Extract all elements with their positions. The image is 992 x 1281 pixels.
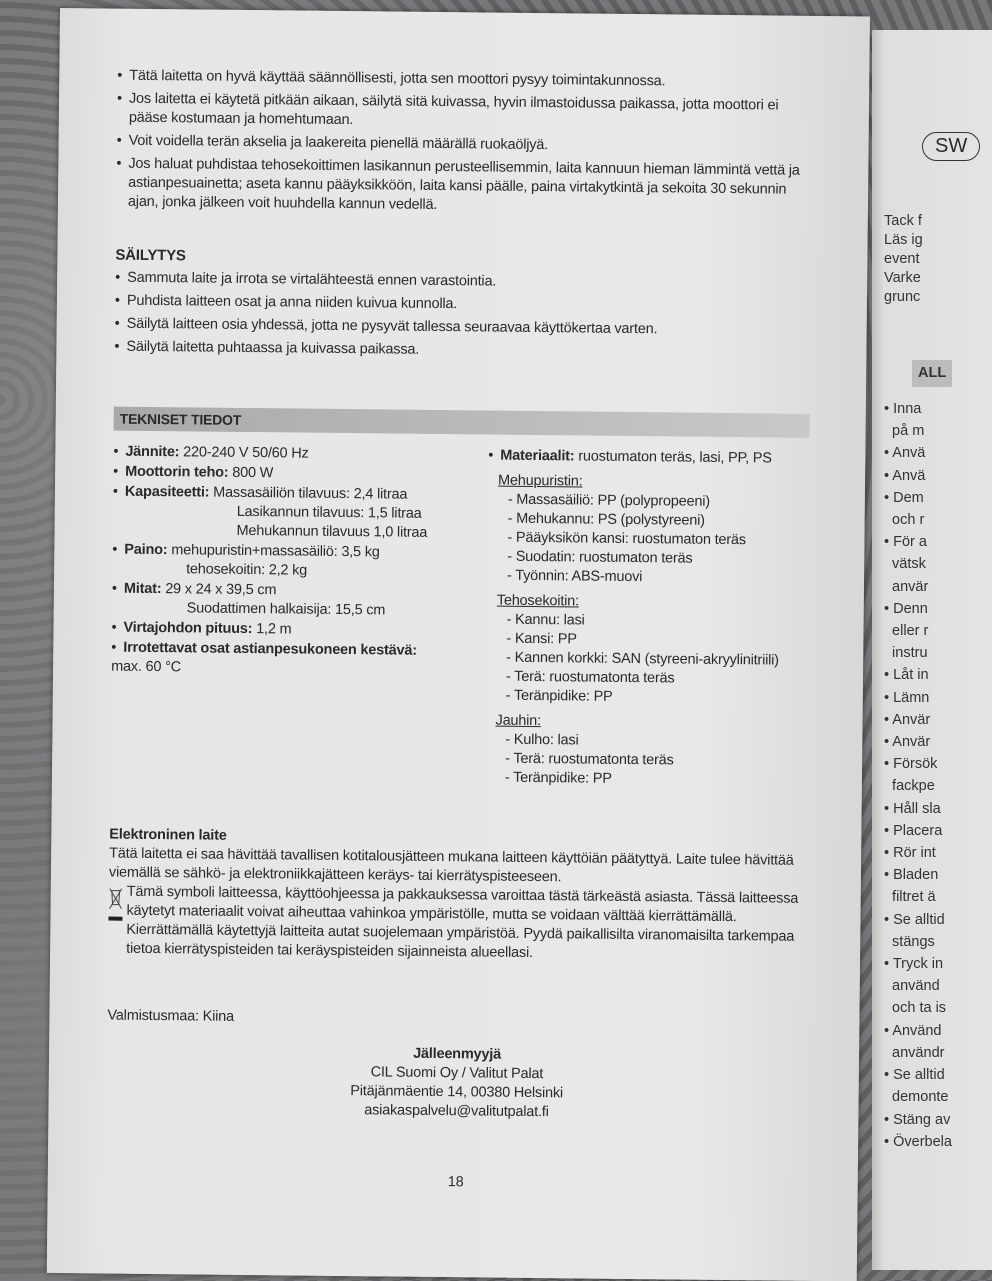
right-intro: [884, 212, 923, 307]
material-item: - Työnnin: ABS-muovi: [506, 567, 643, 586]
bullet-line: • Placera: [884, 822, 943, 839]
spec-voltage: • Jännite: 220-240 V 50/60 Hz: [113, 443, 488, 466]
material-item: - Suodatin: ruostumaton teräs: [507, 548, 693, 567]
right-bullets: [884, 398, 952, 1153]
care-list: [116, 67, 817, 219]
bullet-line: • Anvä: [884, 467, 926, 484]
weee-para: Tämä symboli laitteessa, käyttöohjeessa ja pakkauksessa varoittaa tästä tärkeästä asiasta. Tässä laitteessa käytetyt materiaalit voivat aiheuttaa vahinkoa ympäristölle, mutta se voidaan välttää kierrättämällä. Kierrättämällä käytettyjä laitteita autat suojelemaan ympäristöä. Pyydä paikallisilta viranomaisilta tarkempaa tietoa kierrätyspisteiden tai keräyspisteiden sijainneista alueellasi.: [126, 883, 799, 962]
bullet-line: • Använd: [884, 1022, 942, 1039]
group-grinder: Jauhin:: [495, 712, 542, 730]
page-content: [106, 67, 818, 1196]
dealer-name: CIL Suomi Oy / Valitut Palat: [370, 1064, 544, 1083]
bullet-line: • Denn: [884, 600, 928, 617]
bullet-line: • Inna: [884, 401, 922, 417]
bullet-line: användr: [884, 1044, 945, 1061]
intro-line: Läs ig: [884, 232, 923, 248]
material-item: - Kulho: lasi: [505, 731, 579, 749]
storage-list: [114, 269, 815, 364]
page-number: 18: [447, 1174, 464, 1191]
bullet-line: • Se alltid: [884, 911, 945, 928]
bullet-line: • Rör int: [884, 845, 936, 862]
spec-dimensions: • Mitat: 29 x 24 x 39,5 cm Suodattimen halkaisija: 15,5 cm: [112, 580, 487, 622]
material-item: - Pääyksikön kansi: ruostumaton teräs: [507, 529, 746, 549]
intro-line: Varke: [884, 270, 921, 286]
specs-left: [110, 443, 489, 788]
group-juicer: Mehupuristin:: [497, 472, 583, 490]
bullet-line: • Dem: [884, 489, 924, 506]
group-blender: Tehosekoitin:: [496, 592, 579, 610]
manual-page: [47, 8, 870, 1281]
material-item: - Kansi: PP: [506, 630, 577, 648]
right-page: [872, 30, 992, 1270]
bullet-line: • För a: [884, 534, 927, 551]
bullet-line: vätsk: [884, 556, 926, 573]
country-of-origin: Valmistusmaa: Kiina: [107, 1007, 235, 1025]
bullet-line: fackpe: [884, 778, 935, 795]
spec-materials: • Materiaalit: ruostumaton teräs, lasi, PP, PS: [488, 447, 808, 469]
bullet-line: • Överbela: [884, 1133, 952, 1150]
list-item: • Säilytä laitteen osia yhdessä, jotta ne pysyvät tallessa seuraavaa käyttökertaa varten.: [115, 315, 815, 341]
material-item: - Terä: ruostumatonta teräs: [505, 668, 675, 687]
dealer-heading: Jälleenmyyjä: [413, 1045, 502, 1063]
spec-weight: • Paino: mehupuristin+massasäiliö: 3,5 kg tehosekoitin: 2,2 kg: [112, 541, 487, 583]
specs-right: [485, 447, 809, 791]
spec-power: • Moottorin teho: 800 W: [113, 463, 488, 486]
material-item: - Kannen korkki: SAN (styreeni-akryylinitriili): [506, 649, 779, 669]
bullet-line: • Anvä: [884, 445, 926, 462]
list-item: • Jos haluat puhdistaa tehosekoittimen lasikannun perusteellisemmin, laita kannuun hieman lämmintä vettä ja astianpesuainetta; aseta kannu pääyksikköön, laita kansi päälle, paina virtakytkintä ja sekoita 30 sekunnin ajan, jonka jälkeen voit huuhdella kannun vedellä.: [116, 155, 817, 219]
material-item: - Terä: ruostumatonta teräs: [505, 750, 674, 769]
bullet-line: och ta is: [884, 1000, 947, 1017]
weee-block: [108, 883, 809, 966]
material-item: - Mehukannu: PS (polystyreeni): [507, 510, 705, 529]
specs-columns: [110, 443, 814, 791]
bullet-line: • Stäng av: [884, 1111, 951, 1128]
list-item: • Puhdista laitteen osat ja anna niiden kuivua kunnolla.: [115, 292, 815, 318]
intro-line: grunc: [884, 289, 921, 305]
material-item: - Massasäiliö: PP (polypropeeni): [507, 491, 711, 510]
dealer-address: Pitäjänmäentie 14, 00380 Helsinki: [350, 1083, 564, 1102]
bullet-line: använd: [884, 978, 940, 995]
list-item: • Jos laitetta ei käytetä pitkään aikaan, säilytä sitä kuivassa, hyvin ilmastoidussa paikassa, jotta moottori ei pääse kostumaan ja homehtumaan.: [117, 90, 817, 135]
bullet-line: stängs: [884, 933, 935, 950]
spec-cord: • Virtajohdon pituus: 1,2 m: [111, 619, 486, 642]
crossed-bin-icon: [108, 887, 122, 927]
bullet-line: filtret ä: [884, 889, 936, 906]
dealer-block: [106, 1042, 807, 1125]
bullet-line: anvär: [884, 578, 929, 595]
intro-line: Tack f: [884, 213, 922, 229]
bullet-line: • Försök: [884, 756, 938, 773]
electronic-heading: Elektroninen laite: [109, 826, 227, 844]
bullet-line: • Anvär: [884, 734, 931, 751]
bullet-line: • Håll sla: [884, 800, 941, 817]
bullet-line: • Lämn: [884, 689, 930, 706]
bullet-line: demonte: [884, 1089, 949, 1106]
storage-heading: SÄILYTYS: [115, 246, 186, 265]
bullet-line: instru: [884, 645, 928, 662]
bullet-line: • Anvär: [884, 711, 931, 728]
list-item: • Säilytä laitetta puhtaassa ja kuivassa paikassa.: [114, 338, 814, 364]
dealer-email: asiakaspalvelu@valitutpalat.fi: [364, 1102, 549, 1121]
material-item: - Teränpidike: PP: [504, 769, 612, 787]
list-item: • Voit voidella terän akselia ja laakereita pienellä määrällä ruokaöljyä.: [117, 132, 817, 158]
bullet-line: på m: [884, 423, 925, 440]
bullet-line: • Låt in: [884, 667, 929, 684]
right-heading: ALL: [912, 360, 952, 387]
bullet-line: och r: [884, 512, 925, 529]
electronic-para: Tätä laitetta ei saa hävittää tavallisen kotitalousjätteen mukana laitteen käyttöiän päätyttyä. Laite tulee hävittää viemällä se sähkö- ja elektroniikkajätteen keräys- tai kierrätyspisteeseen.: [108, 845, 794, 886]
bullet-line: • Bladen: [884, 867, 939, 884]
bullet-line: • Se alltid: [884, 1067, 945, 1084]
intro-line: event: [884, 251, 920, 267]
bullet-line: eller r: [884, 623, 929, 640]
bullet-line: • Tryck in: [884, 956, 944, 973]
language-badge: SW: [922, 132, 980, 161]
specs-heading: TEKNISET TIEDOT: [114, 407, 810, 438]
list-item: • Sammuta laite ja irrota se virtalähteestä ennen varastointia.: [115, 269, 815, 295]
spec-capacity: • Kapasiteetti: Massasäiliön tilavuus: 2,4 litraa Lasikannun tilavuus: 1,5 litraa Mehukannun tilavuus 1,0 litraa: [112, 483, 488, 544]
list-item: • Tätä laitetta on hyvä käyttää säännöllisesti, jotta sen moottori pysyy toimintakunnossa.: [117, 67, 817, 93]
electronic-section: [108, 826, 809, 966]
spec-dishwasher: • Irrotettavat osat astianpesukoneen kestävä: max. 60 °C: [111, 639, 486, 681]
material-item: - Teränpidike: PP: [505, 687, 613, 705]
material-item: - Kannu: lasi: [506, 611, 585, 629]
